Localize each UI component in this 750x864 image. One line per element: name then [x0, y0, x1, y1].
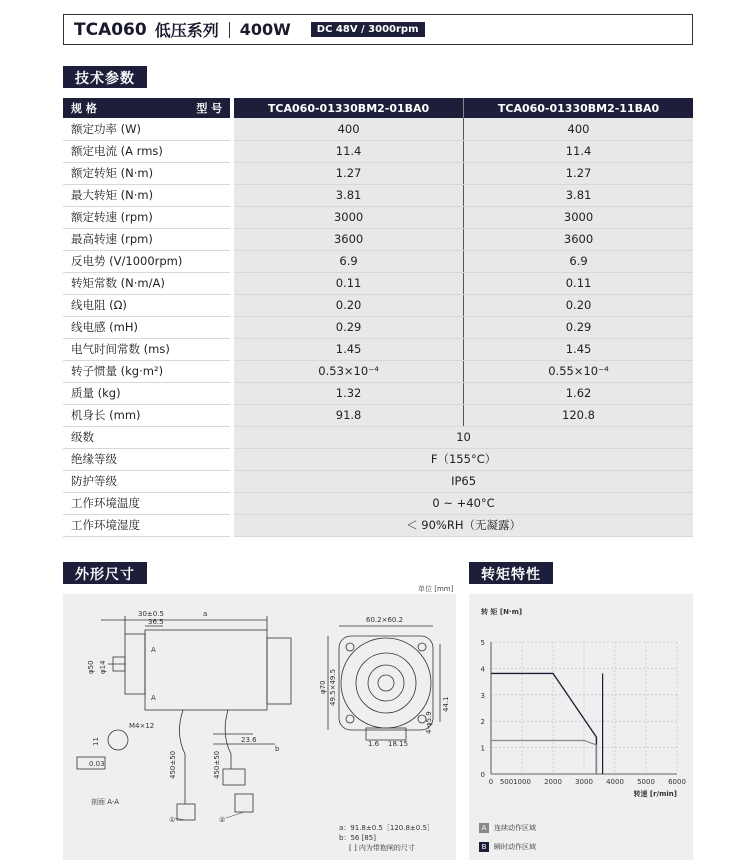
- legend-item-continuous: [479, 823, 536, 833]
- row-value-shared: ＜ 90%RH（无凝露）: [234, 514, 693, 536]
- connector-3: [235, 794, 253, 812]
- row-value-model-2: 1.27: [464, 162, 693, 184]
- row-value-model-2: 400: [464, 118, 693, 140]
- dim-236: 23.6: [241, 736, 257, 744]
- dim-30: 30±0.5: [138, 610, 164, 618]
- row-value-shared: F（155°C）: [234, 448, 693, 470]
- x-tick-label: 1000: [513, 778, 531, 786]
- row-label: 电气时间常数 (ms): [63, 338, 230, 360]
- row-label: 线电感 (mH): [63, 316, 230, 338]
- table-row: [63, 448, 693, 470]
- table-row: [63, 492, 693, 514]
- row-value-shared: IP65: [234, 470, 693, 492]
- cable-2: [225, 710, 231, 769]
- flange-outer-circle: [341, 638, 431, 728]
- table-row: [63, 338, 693, 360]
- note-c: [ ] 内为带抱闸的尺寸: [349, 844, 415, 852]
- y-tick-label: 1: [480, 744, 485, 753]
- row-label: 级数: [63, 426, 230, 448]
- dim-495: 49.5×49.5: [329, 668, 337, 706]
- table-row: [63, 184, 693, 206]
- row-value-model-2: 3000: [464, 206, 693, 228]
- label-A-top: A: [151, 646, 156, 654]
- row-label: 额定功率 (W): [63, 118, 230, 140]
- row-label: 机身长 (mm): [63, 404, 230, 426]
- header-spec: 规 格: [71, 102, 97, 115]
- spec-table-header: [63, 98, 693, 118]
- legend-label-b: 瞬时动作区域: [494, 843, 536, 851]
- title-series: 低压系列: [154, 21, 219, 40]
- x-tick-label: 2000: [544, 778, 562, 786]
- table-row: [63, 228, 693, 250]
- connector-2: [223, 769, 245, 785]
- dimension-drawing: [63, 594, 456, 860]
- dim-phi50: φ50: [87, 660, 95, 674]
- x-tick-label: 500: [499, 778, 514, 786]
- x-tick-label: 5000: [637, 778, 655, 786]
- y-tick-label: 4: [480, 665, 485, 674]
- table-row: [63, 426, 693, 448]
- mount-hole-tl: [346, 643, 354, 651]
- y-tick-label: 5: [480, 639, 485, 647]
- row-label: 额定电流 (A rms): [63, 140, 230, 162]
- header-spec-model: [63, 98, 230, 118]
- row-value-model-2: 0.11: [464, 272, 693, 294]
- table-row: [63, 360, 693, 382]
- dim-459: 4-φ5.9: [425, 711, 433, 734]
- dim-flange: 60.2×60.2: [366, 616, 404, 624]
- header-model-2: TCA060-01330BM2-11BA0: [464, 98, 693, 118]
- row-value-model-1: 91.8: [234, 404, 463, 426]
- section-circle: [108, 730, 128, 750]
- dim-441: 44.1: [442, 696, 450, 712]
- table-row: [63, 316, 693, 338]
- section-torque: 转矩特性: [469, 562, 553, 584]
- row-label: 反电势 (V/1000rpm): [63, 250, 230, 272]
- row-value-shared: 10: [234, 426, 693, 448]
- circle-2: ②: [219, 816, 226, 824]
- dim-phi70: φ70: [319, 680, 327, 694]
- row-label: 转子惯量 (kg·m²): [63, 360, 230, 382]
- row-value-shared: 0 ~ +40°C: [234, 492, 693, 514]
- row-label: 防护等级: [63, 470, 230, 492]
- flange-inner-circle: [356, 653, 416, 713]
- row-value-model-1: 400: [234, 118, 463, 140]
- y-tick-label: 0: [480, 771, 485, 779]
- row-value-model-1: 1.45: [234, 338, 463, 360]
- pilot-circle: [368, 665, 404, 701]
- legend-key-a: A: [479, 823, 489, 833]
- title-power: 400W: [239, 20, 291, 39]
- row-value-model-2: 1.62: [464, 382, 693, 404]
- series-line-0: [491, 673, 596, 774]
- connector-1: [177, 804, 195, 820]
- row-label: 额定转速 (rpm): [63, 206, 230, 228]
- table-row: [63, 162, 693, 184]
- x-tick-label: 0: [488, 778, 494, 786]
- shaft-flange: [125, 634, 145, 694]
- row-value-model-1: 6.9: [234, 250, 463, 272]
- section-specs: 技术参数: [63, 66, 147, 88]
- note-b: b：56 [85]: [339, 834, 376, 842]
- header-model: 型 号: [196, 102, 223, 115]
- torque-chart: [469, 594, 693, 860]
- title-separator: [229, 22, 230, 38]
- table-row: [63, 514, 693, 536]
- table-row: [63, 294, 693, 316]
- row-value-model-2: 3600: [464, 228, 693, 250]
- dim-16: 1.6: [368, 740, 380, 748]
- torque-panel: [469, 594, 693, 860]
- row-value-model-1: 0.29: [234, 316, 463, 338]
- title-model: TCA060: [74, 19, 147, 40]
- mount-hole-bl: [346, 715, 354, 723]
- header-model-1: TCA060-01330BM2-01BA0: [234, 98, 463, 118]
- dim-003: 0.03: [89, 760, 105, 768]
- row-value-model-2: 0.20: [464, 294, 693, 316]
- circle-1: ①: [169, 816, 176, 824]
- row-value-model-2: 0.29: [464, 316, 693, 338]
- dim-phi14: φ14: [99, 660, 107, 674]
- y-tick-label: 3: [480, 691, 485, 700]
- row-label: 工作环境温度: [63, 492, 230, 514]
- series-line-1: [491, 740, 596, 774]
- row-value-model-2: 120.8: [464, 404, 693, 426]
- encoder-cover: [267, 638, 291, 704]
- x-tick-label: 6000: [668, 778, 686, 786]
- dim-450a: 450±50: [169, 750, 177, 779]
- table-row: [63, 140, 693, 162]
- dimension-svg: [63, 594, 456, 860]
- title-box: [63, 14, 693, 45]
- dim-b: b: [275, 745, 280, 753]
- voltage-badge: DC 48V / 3000rpm: [311, 22, 425, 37]
- row-value-model-1: 3.81: [234, 184, 463, 206]
- note-a: a：91.8±0.5［120.8±0.5］: [339, 824, 434, 832]
- spec-table: [63, 98, 693, 537]
- x-axis-label: 转速 [r/min]: [633, 790, 677, 798]
- dim-450b: 450±50: [213, 750, 221, 779]
- shaft-circle: [378, 675, 394, 691]
- dim-a: a: [203, 610, 208, 618]
- table-row: [63, 118, 693, 140]
- table-row: [63, 206, 693, 228]
- row-value-model-1: 0.20: [234, 294, 463, 316]
- legend-key-b: B: [479, 842, 489, 852]
- label-A-bottom: A: [151, 694, 156, 702]
- dim-m4: M4×12: [129, 722, 155, 730]
- row-label: 工作环境湿度: [63, 514, 230, 536]
- motor-body: [145, 630, 267, 710]
- row-value-model-2: 1.45: [464, 338, 693, 360]
- row-value-model-2: 11.4: [464, 140, 693, 162]
- row-value-model-1: 3600: [234, 228, 463, 250]
- row-value-model-1: 3000: [234, 206, 463, 228]
- table-row: [63, 272, 693, 294]
- x-tick-label: 4000: [606, 778, 624, 786]
- y-axis-label: 转 矩 [N·m]: [481, 608, 523, 616]
- cable-1: [179, 710, 185, 804]
- legend-label-a: 连续动作区域: [494, 824, 536, 832]
- unit-label: 单位 [mm]: [418, 585, 454, 593]
- y-tick-label: 2: [480, 718, 485, 727]
- row-label: 额定转矩 (N·m): [63, 162, 230, 184]
- row-value-model-2: 0.55×10⁻⁴: [464, 360, 693, 382]
- row-label: 绝缘等级: [63, 448, 230, 470]
- table-row: [63, 382, 693, 404]
- mount-hole-tr: [418, 643, 426, 651]
- section-dims: 外形尺寸: [63, 562, 147, 584]
- x-tick-label: 3000: [575, 778, 593, 786]
- row-label: 质量 (kg): [63, 382, 230, 404]
- row-value-model-1: 1.27: [234, 162, 463, 184]
- table-row: [63, 250, 693, 272]
- dim-1815: 18.15: [388, 740, 409, 748]
- row-label: 最大转矩 (N·m): [63, 184, 230, 206]
- row-label: 转矩常数 (N·m/A): [63, 272, 230, 294]
- row-value-model-2: 3.81: [464, 184, 693, 206]
- row-value-model-2: 6.9: [464, 250, 693, 272]
- table-row: [63, 470, 693, 492]
- table-row: [63, 404, 693, 426]
- row-value-model-1: 11.4: [234, 140, 463, 162]
- row-value-model-1: 1.32: [234, 382, 463, 404]
- row-label: 线电阻 (Ω): [63, 294, 230, 316]
- row-value-model-1: 0.53×10⁻⁴: [234, 360, 463, 382]
- row-label: 最高转速 (rpm): [63, 228, 230, 250]
- section-label: 剖面 A-A: [91, 798, 120, 806]
- dim-11: 11: [92, 737, 100, 746]
- row-value-model-1: 0.11: [234, 272, 463, 294]
- dim-36: 36.5: [148, 618, 164, 626]
- legend-item-peak: [479, 842, 536, 852]
